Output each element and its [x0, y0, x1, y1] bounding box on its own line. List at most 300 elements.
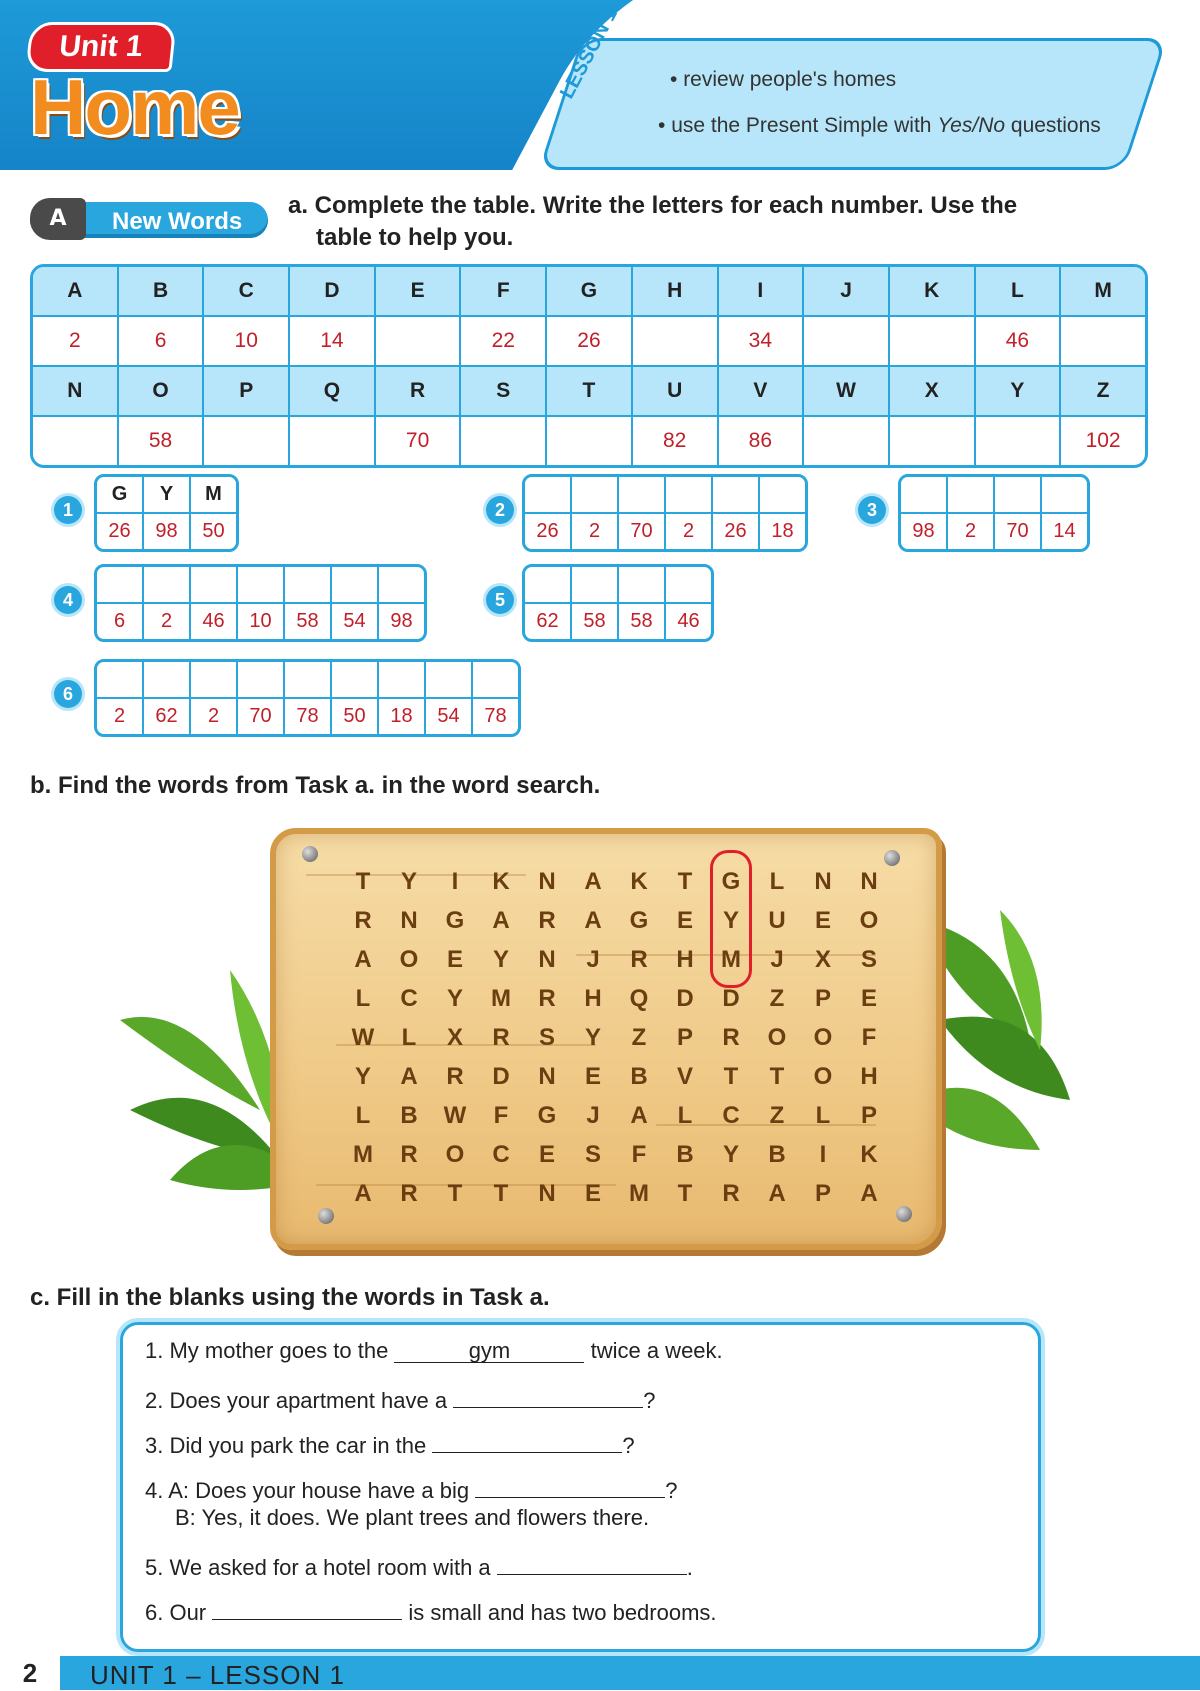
table-letter-cell: I [717, 267, 803, 315]
word-search-grid [340, 862, 892, 1213]
puzzle-column [664, 567, 711, 639]
table-number-cell [459, 417, 545, 465]
puzzle-column [946, 477, 993, 549]
task-a-instruction-line2: table to help you. [316, 224, 514, 251]
word-search-letter[interactable]: I [819, 1140, 827, 1168]
word-search-letter[interactable]: A [400, 1062, 418, 1090]
puzzle-column [525, 477, 570, 549]
word-search-letter[interactable]: A [354, 945, 372, 973]
sentence-1-end: twice a week. [590, 1338, 723, 1363]
word-search-letter[interactable]: A [354, 1179, 372, 1207]
sentence-6-start: 6. Our [145, 1600, 207, 1625]
word-search-letter[interactable]: N [538, 1179, 556, 1207]
puzzle-letter-slot[interactable] [191, 567, 236, 604]
word-search-letter[interactable]: K [492, 867, 510, 895]
word-search-letter[interactable]: X [446, 1023, 463, 1051]
table-letter-cell: G [545, 267, 631, 315]
word-search-letter[interactable]: D [492, 1062, 510, 1090]
puzzle-letter-slot[interactable] [619, 567, 664, 604]
table-number-cell: 14 [288, 317, 374, 365]
word-search-letter[interactable]: T [677, 1179, 693, 1207]
puzzle-letter-slot[interactable] [572, 567, 617, 604]
puzzle-letter-slot[interactable] [666, 567, 711, 604]
word-search-letter[interactable]: T [769, 1062, 785, 1090]
word-search-letter[interactable]: Z [631, 1023, 647, 1051]
nail-icon [896, 1206, 912, 1222]
word-search-letter[interactable]: L [769, 867, 785, 895]
word-search-letter[interactable]: O [813, 1023, 833, 1051]
puzzle-letter-slot[interactable] [473, 662, 518, 699]
word-search-letter[interactable]: L [401, 1023, 417, 1051]
sentence-4a-end: ? [665, 1478, 678, 1503]
puzzle-column [570, 567, 617, 639]
word-search-letter[interactable]: D [676, 984, 694, 1012]
task-b-instruction: b. Find the words from Task a. in the word search. [30, 772, 601, 799]
puzzle-letter-slot[interactable] [1042, 477, 1087, 514]
word-search-letter[interactable]: G [445, 906, 465, 934]
word-search-letter[interactable]: B [400, 1101, 418, 1129]
puzzle-column [189, 477, 236, 549]
word-search-letter[interactable]: A [584, 867, 602, 895]
word-search-letter[interactable]: R [538, 984, 556, 1012]
puzzle-4-number: 4 [54, 586, 82, 614]
puzzle-letter-slot[interactable] [379, 662, 424, 699]
word-search-letter[interactable]: O [445, 1140, 465, 1168]
puzzle-number: 26 [108, 520, 131, 542]
word-search-letter[interactable]: J [586, 1101, 600, 1129]
word-search-letter[interactable]: N [814, 867, 832, 895]
puzzle-3-number: 3 [858, 496, 886, 524]
sentence-3-end: ? [622, 1433, 635, 1458]
word-search-letter[interactable]: N [538, 945, 556, 973]
table-number-cell: 34 [717, 317, 803, 365]
word-search-letter[interactable]: K [860, 1140, 878, 1168]
blank-1-answer[interactable]: gym [394, 1338, 584, 1363]
word-search-letter[interactable]: Y [354, 1062, 371, 1090]
table-number-cell: 22 [459, 317, 545, 365]
table-letter-cell: U [631, 367, 717, 415]
objective-2-italic: Yes/No [937, 114, 1006, 137]
table-number-cell: 10 [202, 317, 288, 365]
word-search-letter[interactable]: Y [400, 867, 417, 895]
word-search-letter[interactable]: E [538, 1140, 555, 1168]
word-search-letter[interactable]: R [722, 1023, 740, 1051]
puzzle-1-number: 1 [54, 496, 82, 524]
word-search-letter[interactable]: U [768, 906, 786, 934]
objective-1-text: review people's homes [683, 68, 897, 91]
puzzle-number: 14 [1053, 520, 1076, 542]
puzzle-letter-slot[interactable]: G [97, 477, 142, 514]
table-number-cell [374, 317, 460, 365]
table-row-numbers-1 [33, 315, 1145, 365]
table-number-cell [888, 317, 974, 365]
puzzle-letter-slot[interactable] [426, 662, 471, 699]
puzzle-letter-slot[interactable] [619, 477, 664, 514]
puzzle-number: 10 [249, 610, 272, 632]
puzzle-letter-slot[interactable] [525, 477, 570, 514]
word-search-letter[interactable]: V [676, 1062, 693, 1090]
table-letter-cell: C [202, 267, 288, 315]
puzzle-column [283, 662, 330, 734]
puzzle-number: 2 [207, 705, 220, 727]
puzzle-number: 58 [296, 610, 319, 632]
puzzle-column [758, 477, 805, 549]
word-search-letter[interactable]: P [676, 1023, 693, 1051]
word-search-letter[interactable]: A [768, 1179, 786, 1207]
word-search-letter[interactable]: T [677, 867, 693, 895]
table-number-cell: 58 [117, 417, 203, 465]
task-c-instruction: c. Fill in the blanks using the words in Task a. [30, 1284, 550, 1311]
sentence-4b: B: Yes, it does. We plant trees and flowers there. [175, 1505, 650, 1530]
word-search-letter[interactable]: T [723, 1062, 739, 1090]
puzzle-number: 50 [343, 705, 366, 727]
word-search-letter[interactable]: G [537, 1101, 557, 1129]
word-search-letter[interactable]: L [355, 984, 371, 1012]
word-search-letter[interactable]: O [399, 945, 419, 973]
table-letter-cell: L [974, 267, 1060, 315]
word-search-letter[interactable]: L [355, 1101, 371, 1129]
word-search-letter[interactable]: W [351, 1023, 375, 1051]
puzzle-number: 2 [964, 520, 977, 542]
lesson-label: LESSON 1 [556, 4, 622, 103]
puzzle-column [377, 662, 424, 734]
table-number-cell: 86 [717, 417, 803, 465]
puzzle-letter-slot[interactable] [285, 567, 330, 604]
word-search-letter[interactable]: S [584, 1140, 601, 1168]
puzzle-letter-slot[interactable] [666, 477, 711, 514]
table-letter-cell: M [1059, 267, 1145, 315]
word-search-letter[interactable]: F [631, 1140, 647, 1168]
word-search-letter[interactable]: O [767, 1023, 787, 1051]
objective-2-text: use the Present Simple with [671, 114, 932, 137]
word-search-letter[interactable]: T [447, 1179, 463, 1207]
puzzle-column [711, 477, 758, 549]
table-letter-cell: J [802, 267, 888, 315]
puzzle-number: 58 [583, 610, 606, 632]
sentence-6 [145, 1595, 717, 1626]
word-search-letter[interactable]: M [629, 1179, 649, 1207]
puzzle-number: 78 [296, 705, 319, 727]
blank-5[interactable] [497, 1550, 687, 1575]
found-word-circle [710, 850, 752, 988]
puzzle-letter-slot[interactable] [525, 567, 570, 604]
word-search-letter[interactable]: X [814, 945, 831, 973]
lesson-objectives-box [539, 38, 1168, 170]
word-search-letter[interactable]: E [814, 906, 831, 934]
puzzle-letter-slot[interactable] [97, 567, 142, 604]
word-search-letter[interactable]: O [813, 1062, 833, 1090]
word-search-letter[interactable]: R [446, 1062, 464, 1090]
word-search-letter[interactable]: D [722, 984, 740, 1012]
nail-icon [318, 1208, 334, 1224]
word-search-letter[interactable]: R [722, 1179, 740, 1207]
word-search-letter[interactable]: R [630, 945, 648, 973]
word-search-letter[interactable]: L [677, 1101, 693, 1129]
puzzle-number: 70 [249, 705, 272, 727]
word-search-letter[interactable]: J [770, 945, 784, 973]
word-search-letter[interactable]: E [584, 1179, 601, 1207]
word-search-letter[interactable]: I [451, 867, 459, 895]
unit-label: Unit 1 [25, 22, 176, 72]
puzzle-letter-slot[interactable] [144, 567, 189, 604]
puzzle-letter-slot[interactable] [332, 567, 377, 604]
word-search-letter[interactable]: P [814, 984, 831, 1012]
table-number-cell [288, 417, 374, 465]
word-search-letter[interactable]: R [538, 906, 556, 934]
word-search-letter[interactable]: W [443, 1101, 467, 1129]
sentence-5 [145, 1550, 693, 1581]
word-search-letter[interactable]: Y [584, 1023, 601, 1051]
puzzle-number: 2 [160, 610, 173, 632]
puzzle-number: 2 [588, 520, 601, 542]
nail-icon [302, 846, 318, 862]
puzzle-number: 46 [202, 610, 225, 632]
word-search-letter[interactable]: G [629, 906, 649, 934]
table-letter-cell: R [374, 367, 460, 415]
table-letter-cell: K [888, 267, 974, 315]
word-search-letter[interactable]: R [400, 1179, 418, 1207]
blank-4[interactable] [475, 1473, 665, 1498]
table-number-cell [545, 417, 631, 465]
word-search-letter[interactable]: A [630, 1101, 648, 1129]
word-search-letter[interactable]: K [630, 867, 648, 895]
table-letter-cell: B [117, 267, 203, 315]
puzzle-letter-slot[interactable] [238, 662, 283, 699]
table-letter-cell: F [459, 267, 545, 315]
word-search-letter[interactable]: E [676, 906, 693, 934]
sentence-6-end: is small and has two bedrooms. [408, 1600, 717, 1625]
puzzle-number: 18 [390, 705, 413, 727]
sentence-2-start: 2. Does your apartment have a [145, 1388, 448, 1413]
puzzle-letter-slot[interactable] [285, 662, 330, 699]
puzzle-6-number: 6 [54, 680, 82, 708]
puzzle-number: 2 [113, 705, 126, 727]
word-search-letter[interactable]: F [493, 1101, 509, 1129]
table-number-cell [631, 317, 717, 365]
puzzle-number: 98 [155, 520, 178, 542]
puzzle-column [377, 567, 424, 639]
table-number-cell: 70 [374, 417, 460, 465]
puzzle-column [330, 662, 377, 734]
blank-3[interactable] [432, 1428, 622, 1453]
puzzle-number: 58 [630, 610, 653, 632]
new-words-icon: A [30, 198, 86, 240]
word-search-letter[interactable]: S [860, 945, 877, 973]
word-search-letter[interactable]: E [446, 945, 463, 973]
word-search-letter[interactable]: F [861, 1023, 877, 1051]
word-search-letter[interactable]: E [860, 984, 877, 1012]
table-number-cell: 82 [631, 417, 717, 465]
word-search-letter[interactable]: H [860, 1062, 878, 1090]
word-search-letter[interactable]: H [676, 945, 694, 973]
puzzle-column [525, 567, 570, 639]
puzzle-number: 98 [390, 610, 413, 632]
new-words-label: New Words [112, 208, 243, 235]
puzzle-column [97, 662, 142, 734]
puzzle-2-number: 2 [486, 496, 514, 524]
puzzle-number: 2 [682, 520, 695, 542]
word-search-letter[interactable]: M [491, 984, 511, 1012]
table-number-cell [1059, 317, 1145, 365]
puzzle-letter-slot[interactable]: Y [144, 477, 189, 514]
puzzle-letter-slot[interactable] [191, 662, 236, 699]
word-search-letter[interactable]: R [354, 906, 372, 934]
puzzle-letter-slot[interactable] [948, 477, 993, 514]
word-search-letter[interactable]: N [400, 906, 418, 934]
puzzle-5-box [522, 564, 714, 642]
table-letter-cell: V [717, 367, 803, 415]
table-letter-cell: E [374, 267, 460, 315]
word-search-letter[interactable]: Y [446, 984, 463, 1012]
footer-text: UNIT 1 – LESSON 1 [90, 1660, 345, 1690]
table-letter-cell: Q [288, 367, 374, 415]
puzzle-column [617, 477, 664, 549]
table-letter-cell: O [117, 367, 203, 415]
puzzle-number: 62 [155, 705, 178, 727]
word-search-letter[interactable]: S [538, 1023, 555, 1051]
word-search-letter[interactable]: N [538, 1062, 556, 1090]
word-search-letter[interactable]: E [584, 1062, 601, 1090]
table-number-cell: 102 [1059, 417, 1145, 465]
puzzle-number: 46 [677, 610, 700, 632]
sentence-3-start: 3. Did you park the car in the [145, 1433, 427, 1458]
word-search-letter[interactable]: Z [769, 1101, 785, 1129]
word-search-letter[interactable]: H [584, 984, 602, 1012]
puzzle-letter-slot[interactable]: M [191, 477, 236, 514]
puzzle-column [283, 567, 330, 639]
puzzle-column [142, 567, 189, 639]
puzzle-letter-slot[interactable] [572, 477, 617, 514]
table-row-numbers-2 [33, 415, 1145, 465]
word-search-letter[interactable]: T [355, 867, 371, 895]
word-search-letter[interactable]: A [492, 906, 510, 934]
objective-2-end: questions [1010, 114, 1101, 137]
table-number-cell: 26 [545, 317, 631, 365]
puzzle-letter-slot[interactable] [379, 567, 424, 604]
word-search-letter[interactable]: R [492, 1023, 510, 1051]
table-letter-cell: A [67, 279, 83, 302]
table-number-cell [202, 417, 288, 465]
word-search-letter[interactable]: R [400, 1140, 418, 1168]
sentence-1 [145, 1338, 723, 1364]
word-search-letter[interactable]: A [860, 1179, 878, 1207]
puzzle-column [424, 662, 471, 734]
word-search-letter[interactable]: M [721, 945, 741, 973]
puzzle-letter-slot[interactable] [901, 477, 946, 514]
task-a-instruction-line1: a. Complete the table. Write the letters for each number. Use the [288, 192, 1018, 219]
puzzle-column [189, 662, 236, 734]
word-search-letter[interactable]: T [493, 1179, 509, 1207]
puzzle-letter-slot[interactable] [144, 662, 189, 699]
word-search-letter[interactable]: N [538, 867, 556, 895]
blank-6[interactable] [212, 1595, 402, 1620]
table-letter-cell: P [202, 367, 288, 415]
sentence-3 [145, 1428, 635, 1459]
sentence-2-end: ? [643, 1388, 656, 1413]
puzzle-column [330, 567, 377, 639]
unit-title: Home [30, 63, 239, 151]
word-search-letter[interactable]: N [860, 867, 878, 895]
table-letter-cell: X [888, 367, 974, 415]
word-search-letter[interactable]: C [492, 1140, 510, 1168]
word-search-letter[interactable]: M [353, 1140, 373, 1168]
puzzle-letter-slot[interactable] [760, 477, 805, 514]
objective-2: • use the Present Simple with Yes/No questions [658, 114, 1101, 137]
table-row-letters-1 [33, 267, 1145, 315]
word-search-letter[interactable]: A [584, 906, 602, 934]
word-search-letter[interactable]: Q [629, 984, 649, 1012]
table-number-cell: 6 [117, 317, 203, 365]
puzzle-column [993, 477, 1040, 549]
puzzle-column [236, 662, 283, 734]
table-letter-cell: D [288, 267, 374, 315]
blank-2[interactable] [453, 1383, 643, 1408]
word-search-letter[interactable]: Y [492, 945, 509, 973]
table-letter-cell: Z [1059, 367, 1145, 415]
puzzle-number: 54 [437, 705, 460, 727]
puzzle-column [97, 567, 142, 639]
puzzle-column [617, 567, 664, 639]
table-letter-cell: Y [974, 367, 1060, 415]
letter-number-table [30, 264, 1148, 468]
puzzle-letter-slot[interactable] [995, 477, 1040, 514]
word-search-letter[interactable]: C [400, 984, 418, 1012]
page-number: 2 [0, 1656, 60, 1690]
table-number-cell [974, 417, 1060, 465]
sentence-2 [145, 1383, 655, 1414]
word-search-letter[interactable]: O [859, 906, 879, 934]
word-search-letter[interactable]: Y [722, 906, 739, 934]
word-search-letter[interactable]: P [860, 1101, 877, 1129]
puzzle-column [97, 477, 142, 549]
word-search-letter[interactable]: L [815, 1101, 831, 1129]
objective-1: • review people's homes [670, 68, 897, 91]
puzzle-letter-slot[interactable] [97, 662, 142, 699]
word-search-letter[interactable]: B [676, 1140, 694, 1168]
puzzle-number: 78 [484, 705, 507, 727]
sentence-4a-start: 4. A: Does your house have a big [145, 1478, 470, 1503]
word-search-letter[interactable]: P [814, 1179, 831, 1207]
puzzle-column [1040, 477, 1087, 549]
sentence-5-start: 5. We asked for a hotel room with a [145, 1555, 491, 1580]
word-search-letter[interactable]: Z [769, 984, 785, 1012]
puzzle-number: 98 [912, 520, 935, 542]
table-number-cell [802, 417, 888, 465]
table-number-cell [33, 417, 117, 465]
puzzle-letter-slot[interactable] [238, 567, 283, 604]
puzzle-number: 50 [202, 520, 225, 542]
word-search-letter[interactable]: G [721, 867, 741, 895]
puzzle-number: 26 [536, 520, 559, 542]
puzzle-4-box [94, 564, 427, 642]
puzzle-column [142, 662, 189, 734]
table-letter-cell: S [459, 367, 545, 415]
puzzle-column [570, 477, 617, 549]
puzzle-6-box [94, 659, 521, 737]
table-number-cell: 46 [974, 317, 1060, 365]
word-search-letter[interactable]: B [630, 1062, 648, 1090]
puzzle-letter-slot[interactable] [332, 662, 377, 699]
table-letter-cell: W [802, 367, 888, 415]
puzzle-letter-slot[interactable] [713, 477, 758, 514]
word-search-letter[interactable]: B [768, 1140, 786, 1168]
word-search-letter[interactable]: C [722, 1101, 740, 1129]
word-search-letter[interactable]: Y [722, 1140, 739, 1168]
sentence-4a [145, 1473, 677, 1504]
word-search-letter[interactable]: J [586, 945, 600, 973]
sentence-1-start: 1. My mother goes to the [145, 1338, 389, 1363]
puzzle-number: 26 [724, 520, 747, 542]
